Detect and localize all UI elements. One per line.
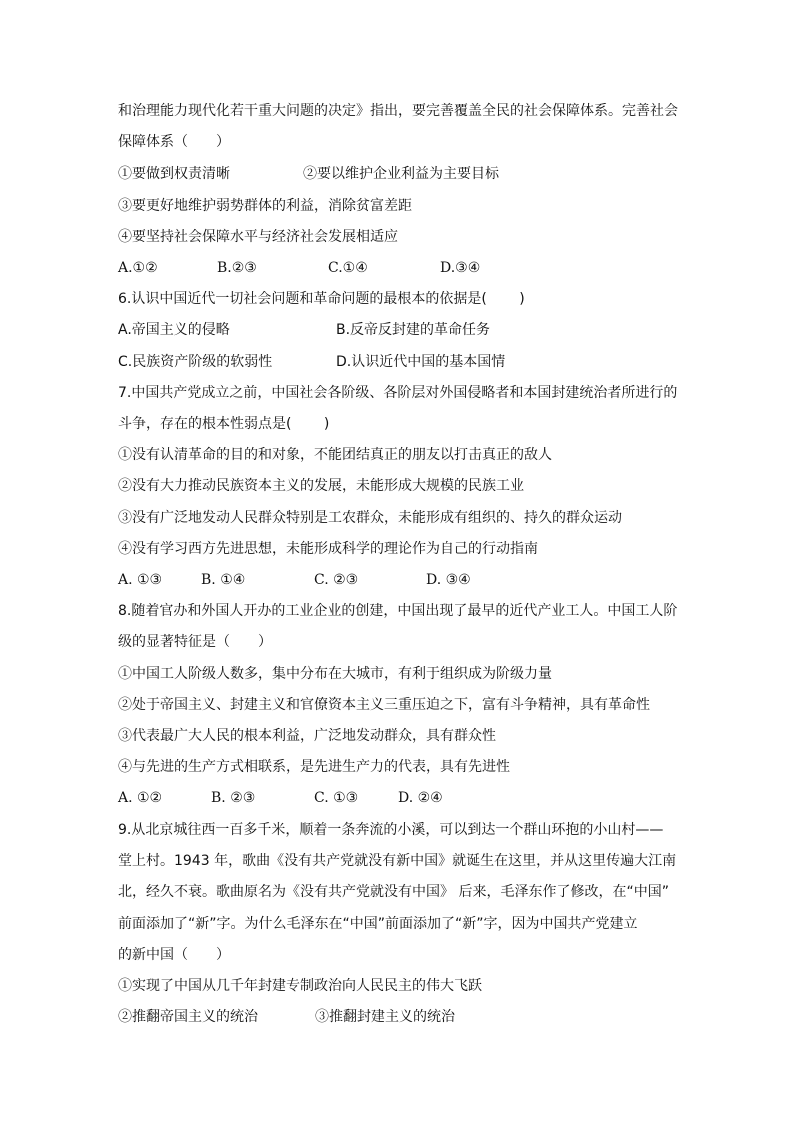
q7-item-3: ③没有广泛地发动人民群众特别是工农群众，未能形成有组织的、持久的群众运动 bbox=[118, 510, 622, 526]
q7-option-a: A. ①③ bbox=[118, 572, 163, 588]
q9-stem-line-2: 堂上村。1943 年，歌曲《没有共产党就没有新中国》就诞生在这里，并从这里传遍大江南 bbox=[118, 853, 677, 869]
q6-option-d: D.认识近代中国的基本国情 bbox=[336, 354, 506, 370]
q8-option-d: D. ②④ bbox=[398, 790, 443, 806]
q8-stem-line-1: 8.随着官办和外国人开办的工业企业的创建，中国出现了最早的近代产业工人。中国工人阶 bbox=[118, 603, 678, 619]
q9-stem-line-3: 北，经久不衰。歌曲原名为《没有共产党就没有中国》 后来，毛泽东作了修改，在“中国” bbox=[118, 884, 669, 900]
q7-stem-line-1: 7.中国共产党成立之前，中国社会各阶级、各阶层对外国侵略者和本国封建统治者所进行的 bbox=[118, 385, 678, 401]
q9-stem-line-4: 前面添加了“新”字。为什么毛泽东在“中国”前面添加了“新”字，因为中国共产党建立 bbox=[118, 916, 638, 932]
q7-item-1: ①没有认清革命的目的和对象，不能团结真正的朋友以打击真正的敌人 bbox=[118, 447, 552, 463]
q7-option-c: C. ②③ bbox=[314, 572, 359, 588]
q7-item-4: ④没有学习西方先进思想，未能形成科学的理论作为自己的行动指南 bbox=[118, 541, 538, 557]
q7-option-b: B. ①④ bbox=[201, 572, 246, 588]
q7-option-d: D. ③④ bbox=[426, 572, 471, 588]
q7-stem-line-2: 斗争，存在的根本性弱点是( ) bbox=[118, 416, 330, 432]
q8-stem-line-2: 级的显著特征是（ ） bbox=[118, 634, 272, 650]
q6-stem: 6.认识中国近代一切社会问题和革命问题的最根本的依据是( ) bbox=[118, 291, 525, 307]
q5-option-b: B.②③ bbox=[217, 260, 257, 276]
q8-item-1: ①中国工人阶级人数多，集中分布在大城市，有利于组织成为阶级力量 bbox=[118, 666, 552, 682]
q8-item-2: ②处于帝国主义、封建主义和官僚资本主义三重压迫之下，富有斗争精神，具有革命性 bbox=[118, 697, 650, 713]
q9-stem-line-5: 的新中国（ ） bbox=[118, 947, 230, 963]
q5-option-a: A.①② bbox=[118, 260, 158, 276]
q8-item-3: ③代表最广大人民的根本利益，广泛地发动群众，具有群众性 bbox=[118, 728, 496, 744]
q9-item-1: ①实现了中国从几千年封建专制政治向人民民主的伟大飞跃 bbox=[118, 978, 482, 994]
q8-item-4: ④与先进的生产方式相联系，是先进生产力的代表，具有先进性 bbox=[118, 759, 510, 775]
q9-item-3: ③推翻封建主义的统治 bbox=[315, 1009, 455, 1025]
q5-item-2: ②要以维护企业利益为主要目标 bbox=[303, 166, 499, 182]
q5-stem-line-1: 和治理能力现代化若干重大问题的决定》指出，要完善覆盖全民的社会保障体系。完善社会 bbox=[118, 103, 678, 119]
q9-stem-line-1: 9.从北京城往西一百多千米，顺着一条奔流的小溪，可以到达一个群山环抱的小山村—— bbox=[118, 822, 664, 838]
q8-option-b: B. ②③ bbox=[211, 790, 256, 806]
q5-item-3: ③要更好地维护弱势群体的利益，消除贫富差距 bbox=[118, 198, 412, 214]
q5-option-d: D.③④ bbox=[440, 260, 481, 276]
q8-option-a: A. ①② bbox=[118, 790, 163, 806]
q5-option-c: C.①④ bbox=[328, 260, 368, 276]
q6-option-a: A.帝国主义的侵略 bbox=[118, 322, 230, 338]
q6-option-c: C.民族资产阶级的软弱性 bbox=[118, 354, 273, 370]
q5-item-4: ④要坚持社会保障水平与经济社会发展相适应 bbox=[118, 229, 398, 245]
q8-option-c: C. ①③ bbox=[314, 790, 359, 806]
q5-item-1: ①要做到权责清晰 bbox=[118, 166, 230, 182]
q9-item-2: ②推翻帝国主义的统治 bbox=[118, 1009, 258, 1025]
q7-item-2: ②没有大力推动民族资本主义的发展，未能形成大规模的民族工业 bbox=[118, 478, 524, 494]
q5-stem-line-2: 保障体系（ ） bbox=[118, 134, 230, 150]
q6-option-b: B.反帝反封建的革命任务 bbox=[336, 322, 491, 338]
